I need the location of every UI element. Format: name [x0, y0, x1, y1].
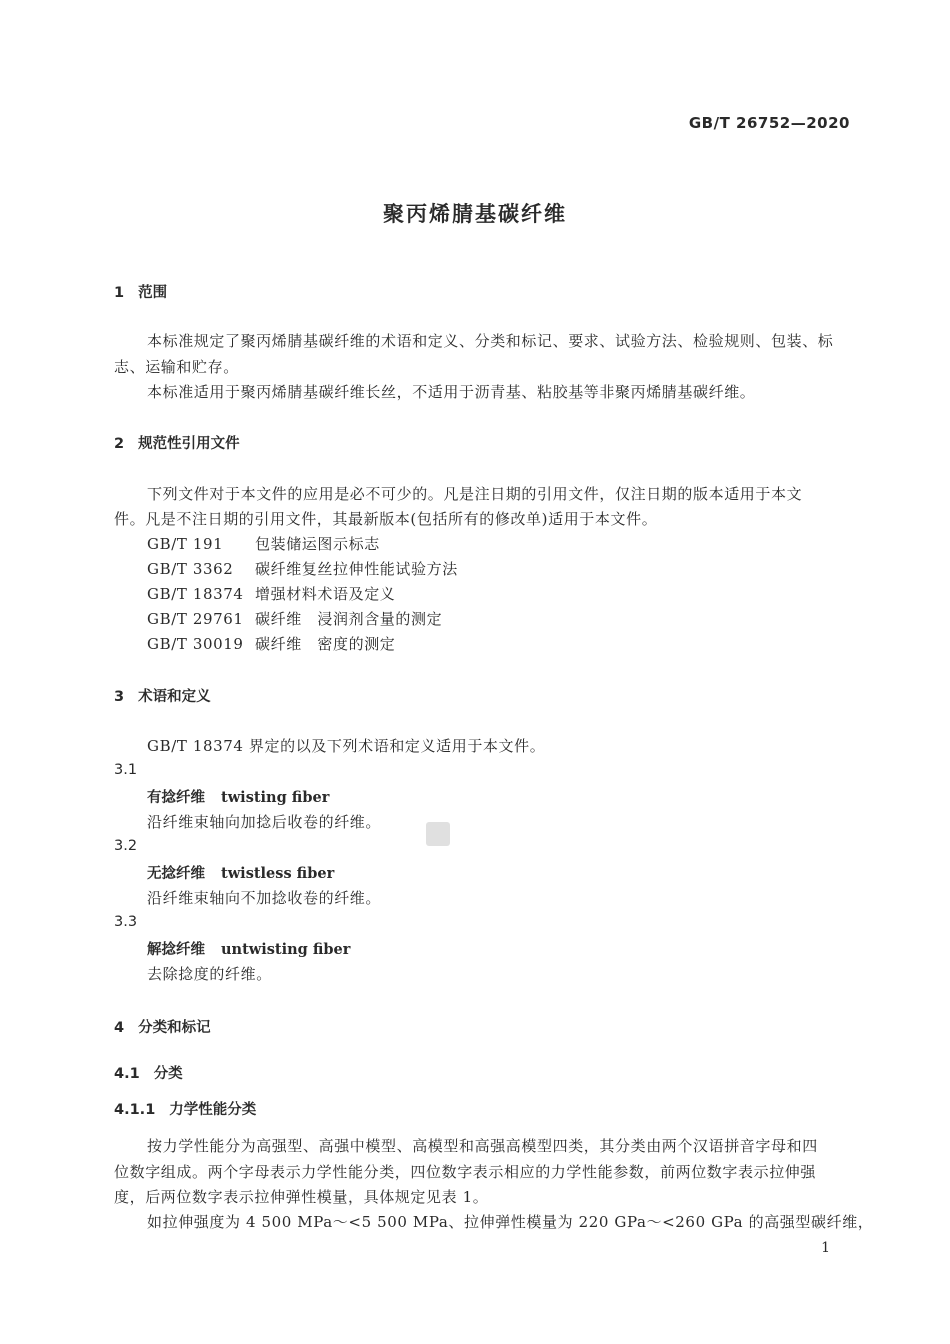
paragraph-line: 下列文件对于本文件的应用是必不可少的。凡是注日期的引用文件，仅注日期的版本适用于本文 [147, 485, 803, 503]
reference-code: GB/T 3362 [147, 560, 234, 578]
section-4-1-1-heading [114, 1098, 256, 1119]
reference-code: GB/T 191 [147, 535, 224, 553]
section-2-heading [114, 432, 240, 453]
document-title: 聚丙烯腈基碳纤维 [383, 202, 567, 226]
reference-title: 增强材料术语及定义 [255, 585, 396, 603]
paragraph-line: 件。凡是不注日期的引用文件，其最新版本(包括所有的修改单)适用于本文件。 [114, 510, 658, 528]
term-heading [147, 786, 329, 807]
section-3-heading [114, 685, 211, 706]
reference-item [147, 633, 395, 654]
term-heading [147, 938, 350, 959]
reference-title: 碳纤维 浸润剂含量的测定 [255, 610, 443, 628]
reference-code: GB/T 18374 [147, 585, 244, 603]
section-number: 3 [114, 689, 125, 705]
reference-title: 碳纤维复丝拉伸性能试验方法 [255, 560, 458, 578]
section-number: 4.1.1 [114, 1102, 156, 1118]
reference-title: 包装储运图示标志 [255, 535, 380, 553]
reference-item [147, 558, 458, 579]
scan-smudge [426, 822, 450, 846]
section-number: 4 [114, 1020, 125, 1036]
term-english: twisting fiber [221, 789, 330, 806]
term-chinese: 有捻纤维 [147, 790, 205, 806]
reference-item [147, 608, 442, 629]
section-number: 1 [114, 285, 125, 301]
term-number: 3.2 [114, 838, 138, 854]
term-number: 3.1 [114, 762, 138, 778]
term-heading [147, 862, 334, 883]
section-title: 力学性能分类 [169, 1102, 257, 1118]
section-title: 分类 [153, 1066, 183, 1082]
reference-code: GB/T 30019 [147, 635, 244, 653]
term-english: twistless fiber [221, 865, 335, 882]
term-english: untwisting fiber [221, 941, 351, 958]
section-title: 分类和标记 [138, 1020, 211, 1036]
term-definition: 去除捻度的纤维。 [147, 965, 272, 983]
term-definition: 沿纤维束轴向加捻后收卷的纤维。 [147, 813, 382, 831]
reference-title: 碳纤维 密度的测定 [255, 635, 396, 653]
paragraph-line: 度，后两位数字表示拉伸弹性模量，具体规定见表 1。 [114, 1188, 489, 1206]
section-1-heading [114, 281, 167, 302]
section-number: 2 [114, 436, 125, 452]
term-definition: 沿纤维束轴向不加捻收卷的纤维。 [147, 889, 382, 907]
paragraph-line: 按力学性能分为高强型、高强中模型、高模型和高强高模型四类，其分类由两个汉语拼音字母和四 [147, 1137, 818, 1155]
section-4-heading [114, 1016, 211, 1037]
paragraph-line: 本标准适用于聚丙烯腈基碳纤维长丝，不适用于沥青基、粘胶基等非聚丙烯腈基碳纤维。 [147, 383, 756, 401]
paragraph-line: 位数字组成。两个字母表示力学性能分类，四位数字表示相应的力学性能参数，前两位数字表示拉伸强 [114, 1163, 817, 1181]
term-number: 3.3 [114, 914, 138, 930]
section-title: 规范性引用文件 [138, 436, 240, 452]
section-number: 4.1 [114, 1066, 140, 1082]
section-title: 术语和定义 [138, 689, 211, 705]
paragraph-line: GB/T 18374 界定的以及下列术语和定义适用于本文件。 [147, 737, 546, 755]
term-chinese: 无捻纤维 [147, 866, 205, 882]
term-chinese: 解捻纤维 [147, 942, 205, 958]
section-4-1-heading [114, 1062, 183, 1083]
reference-item [147, 583, 395, 604]
page-number: 1 [821, 1240, 830, 1256]
paragraph-line: 如拉伸强度为 4 500 MPa～<5 500 MPa、拉伸弹性模量为 220 GPa～<260 GPa 的高强型碳纤维， [147, 1213, 874, 1231]
reference-item [147, 533, 380, 554]
paragraph-line: 志、运输和贮存。 [114, 358, 239, 376]
section-title: 范围 [138, 285, 168, 301]
paragraph-line: 本标准规定了聚丙烯腈基碳纤维的术语和定义、分类和标记、要求、试验方法、检验规则、包装、标 [147, 332, 834, 350]
reference-code: GB/T 29761 [147, 610, 244, 628]
standard-number: GB/T 26752—2020 [688, 114, 850, 132]
